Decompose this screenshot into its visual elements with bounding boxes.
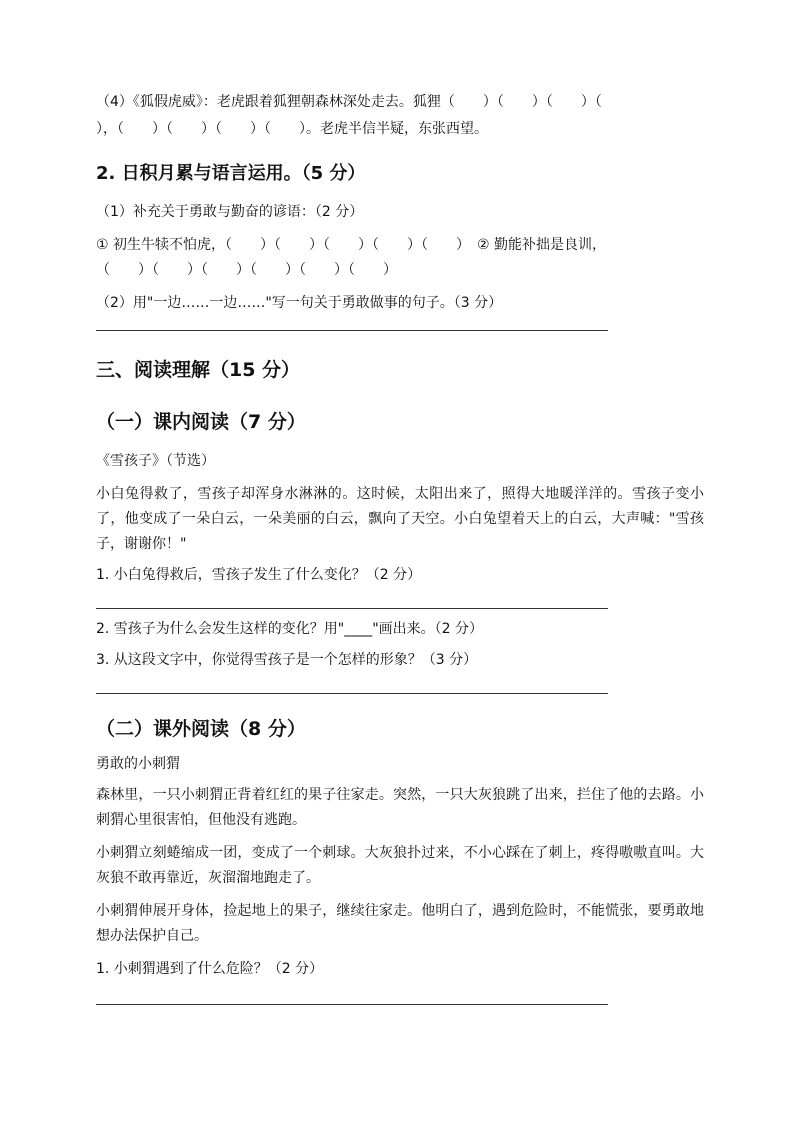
section-2-title: 2. 日积月累与语言运用。（5 分） bbox=[96, 163, 366, 184]
answer-line[interactable] bbox=[96, 608, 608, 609]
section-2-q1-line-2: （ ）（ ）（ ）（ ）（ ）（ ） bbox=[96, 262, 397, 278]
story-paragraph-2: 小刺猬立刻蜷缩成一团，变成了一个刺球。大灰狼扑过来，不小心踩在了刺上，疼得嗷嗷直叫。大灰狼不敢再靠近，灰溜溜地跑走了。 bbox=[96, 845, 704, 886]
story-title: 勇敢的小刺猬 bbox=[96, 756, 180, 772]
part-1-source: 《雪孩子》（节选） bbox=[96, 453, 215, 469]
section-2-q2-prompt: （2）用"一边……一边……"写一句关于勇敢做事的句子。（3 分） bbox=[96, 295, 503, 311]
section-2-q1-line-1: ① 初生牛犊不怕虎，（ ）（ ）（ ）（ ）（ ） ② 勤能补拙是良训， bbox=[96, 237, 606, 253]
answer-line[interactable] bbox=[96, 1004, 608, 1005]
section-2-q1-prompt: （1）补充关于勇敢与勤奋的谚语：（2 分） bbox=[96, 204, 364, 220]
answer-line[interactable] bbox=[96, 693, 608, 694]
story-paragraph-1: 森林里，一只小刺猬正背着红红的果子往家走。突然，一只大灰狼跳了出来，拦住了他的去路。小刺猬心里很害怕，但他没有逃跑。 bbox=[96, 787, 704, 828]
exam-page bbox=[96, 90, 704, 1005]
part-1-q2: 2. 雪孩子为什么会发生这样的变化？用"____"画出来。（2 分） bbox=[96, 621, 484, 637]
q4-line-2: ），（ ）（ ）（ ）（ ）。老虎半信半疑，东张西望。 bbox=[96, 121, 488, 137]
part-1-q3: 3. 从这段文字中，你觉得雪孩子是一个怎样的形象？（3 分） bbox=[96, 652, 478, 668]
q4-line-1: （4）《狐假虎威》：老虎跟着狐狸朝森林深处走去。狐狸（ ）（ ）（ ）（ bbox=[96, 94, 602, 110]
answer-line[interactable] bbox=[96, 330, 608, 331]
section-3-title: 三、阅读理解（15 分） bbox=[96, 359, 301, 381]
part-1-passage: 小白兔得救了，雪孩子却浑身水淋淋的。这时候，太阳出来了，照得大地暖洋洋的。雪孩子变小了，他变成了一朵白云，一朵美丽的白云，飘向了天空。小白兔望着天上的白云，大声喊："雪孩子，谢谢你！" bbox=[96, 486, 704, 552]
story-paragraph-3: 小刺猬伸展开身体，捡起地上的果子，继续往家走。他明白了，遇到危险时，不能慌张，要勇敢地想办法保护自己。 bbox=[96, 903, 704, 944]
part-2-title: （二）课外阅读（8 分） bbox=[96, 718, 306, 740]
part-2-q1: 1. 小刺猬遇到了什么危险？（2 分） bbox=[96, 961, 324, 977]
part-1-q1: 1. 小白兔得救后，雪孩子发生了什么变化？（2 分） bbox=[96, 567, 422, 583]
part-1-title: （一）课内阅读（7 分） bbox=[96, 411, 306, 433]
